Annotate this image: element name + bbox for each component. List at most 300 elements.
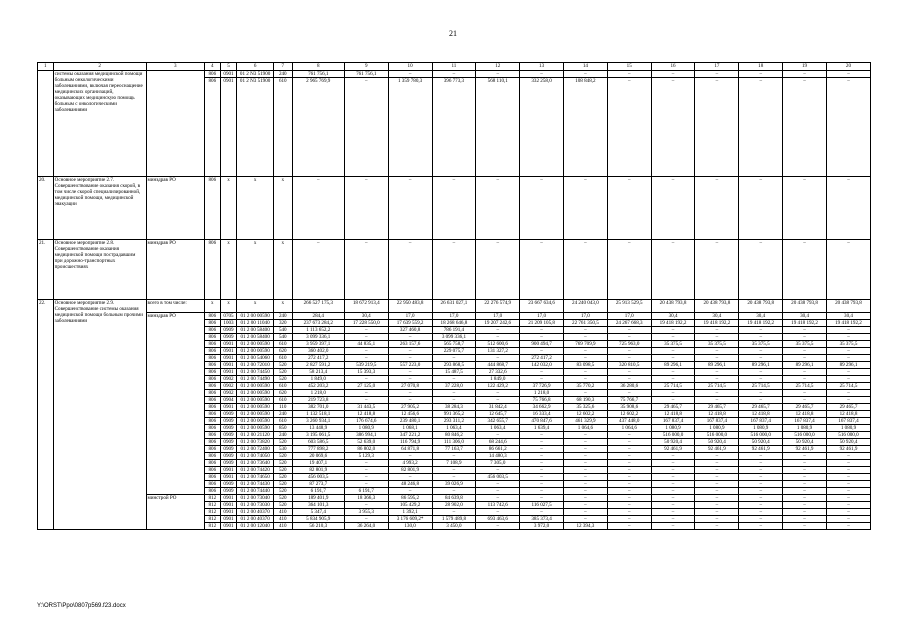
value-cell: 0909: [220, 418, 237, 425]
row-number: 22.: [38, 300, 54, 530]
value-cell: х: [237, 240, 274, 300]
value-cell: 12 418,8: [651, 411, 695, 418]
value-cell: –: [826, 334, 870, 341]
value-cell: 437 448,0: [607, 418, 651, 425]
value-cell: 01 2 00 74420: [237, 467, 274, 474]
value-cell: 30,4: [826, 313, 870, 320]
value-cell: –: [344, 397, 388, 404]
value-cell: 01 2 N3 51900: [237, 78, 274, 177]
value-cell: –: [607, 523, 651, 530]
value-cell: 01 2 00 00590: [237, 390, 274, 397]
value-cell: 806: [205, 78, 221, 177]
value-cell: 35 375,5: [695, 341, 739, 348]
header-col-11: 11: [432, 63, 476, 71]
value-cell: 1 064,6: [607, 425, 651, 432]
value-cell: 92 461,9: [695, 446, 739, 453]
value-cell: –: [826, 467, 870, 474]
value-cell: –: [520, 369, 564, 376]
value-cell: –: [607, 460, 651, 467]
value-cell: 610: [273, 383, 292, 390]
value-cell: –: [783, 334, 827, 341]
value-cell: 812: [205, 502, 221, 509]
value-cell: 50 920,4: [695, 439, 739, 446]
value-cell: 806: [205, 488, 221, 495]
value-cell: 5 834 905,9: [292, 516, 344, 523]
value-cell: 44 835,1: [344, 341, 388, 348]
value-cell: 263 157,6: [388, 341, 432, 348]
value-cell: –: [826, 460, 870, 467]
header-col-4: 4: [205, 63, 221, 71]
value-cell: 167 837,4: [783, 418, 827, 425]
value-cell: 17 228 550,0: [344, 320, 388, 327]
value-cell: 0901: [220, 502, 237, 509]
value-cell: –: [476, 432, 520, 439]
value-cell: 0901: [220, 362, 237, 369]
value-cell: –: [651, 467, 695, 474]
value-cell: 0909: [220, 439, 237, 446]
value-cell: –: [520, 376, 564, 383]
value-cell: 21 209 105,8: [520, 320, 564, 327]
value-cell: –: [739, 327, 783, 334]
value-cell: 01 2 00 72400: [237, 446, 274, 453]
value-cell: 25 714,5: [826, 383, 870, 390]
value-cell: 83 098,5: [563, 362, 607, 369]
value-cell: 0901: [220, 348, 237, 355]
value-cell: 116 027,5: [520, 502, 564, 509]
value-cell: 14 480,3: [476, 453, 520, 460]
value-cell: 176 674,6: [344, 418, 388, 425]
value-cell: 806: [205, 404, 221, 411]
value-cell: 812: [205, 509, 221, 516]
value-cell: 520: [273, 502, 292, 509]
value-cell: –: [563, 369, 607, 376]
value-cell: 1 080,9: [826, 425, 870, 432]
header-col-9: 9: [344, 63, 388, 71]
value-cell: 806: [205, 446, 221, 453]
header-col-13: 13: [520, 63, 564, 71]
value-cell: 900 494,7: [520, 341, 564, 348]
value-cell: х: [273, 300, 292, 313]
value-cell: 806: [205, 355, 221, 362]
value-cell: –: [739, 355, 783, 362]
value-cell: 89 296,1: [739, 362, 783, 369]
value-cell: 77 163,7: [432, 446, 476, 453]
value-cell: 3 959 397,1: [292, 341, 344, 348]
value-cell: 565 758,7: [432, 341, 476, 348]
value-cell: 452 203,2: [292, 383, 344, 390]
value-cell: 01 2 00 00590: [237, 425, 274, 432]
value-cell: 410: [273, 509, 292, 516]
value-cell: 92 461,9: [651, 446, 695, 453]
value-cell: 50 920,4: [739, 439, 783, 446]
value-cell: 806: [205, 383, 221, 390]
value-cell: –: [388, 355, 432, 362]
value-cell: –: [388, 348, 432, 355]
value-cell: 01 2 00 72010: [237, 362, 274, 369]
value-cell: 30,4: [783, 313, 827, 320]
value-cell: 19 418 192,2: [651, 320, 695, 327]
value-cell: 806: [205, 432, 221, 439]
value-cell: 806: [205, 390, 221, 397]
value-cell: 0901: [220, 495, 237, 502]
value-cell: –: [783, 71, 827, 78]
value-cell: 806: [205, 481, 221, 488]
value-cell: 812: [205, 516, 221, 523]
value-cell: 01 2 00 73040: [237, 495, 274, 502]
value-cell: 1 392,1: [388, 509, 432, 516]
value-cell: 1 063,4: [432, 425, 476, 432]
value-cell: 38 284,3: [432, 404, 476, 411]
value-cell: –: [651, 390, 695, 397]
value-cell: –: [739, 177, 783, 240]
value-cell: –: [826, 369, 870, 376]
value-cell: 806: [205, 177, 221, 240]
value-cell: 1 113 652,2: [292, 327, 344, 334]
value-cell: 512 600,6: [476, 341, 520, 348]
value-cell: 30,4: [344, 313, 388, 320]
value-cell: –: [344, 348, 388, 355]
value-cell: –: [783, 177, 827, 240]
value-cell: –: [520, 467, 564, 474]
value-cell: –: [783, 397, 827, 404]
value-cell: –: [695, 488, 739, 495]
value-cell: 75 766,8: [520, 397, 564, 404]
value-cell: 01 2 00 73030: [237, 502, 274, 509]
value-cell: –: [651, 502, 695, 509]
value-cell: 0909: [220, 446, 237, 453]
value-cell: 131 327,2: [476, 348, 520, 355]
value-cell: 108 848,2: [563, 78, 607, 177]
value-cell: х: [273, 240, 292, 300]
value-cell: 0909: [220, 453, 237, 460]
row-number: 21.: [38, 240, 54, 300]
value-cell: –: [826, 177, 870, 240]
value-cell: 92 461,9: [739, 446, 783, 453]
value-cell: 520: [273, 453, 292, 460]
value-cell: 520: [273, 376, 292, 383]
value-cell: 13 448,9: [292, 425, 344, 432]
value-cell: 24 267 668,3: [607, 320, 651, 327]
value-cell: –: [739, 453, 783, 460]
value-cell: 01 2 00 12040: [237, 523, 274, 530]
value-cell: 0909: [220, 425, 237, 432]
value-cell: 92 461,9: [783, 446, 827, 453]
value-cell: 92 461,9: [826, 446, 870, 453]
value-cell: 806: [205, 348, 221, 355]
value-cell: 0909: [220, 334, 237, 341]
value-cell: –: [388, 397, 432, 404]
header-col-6: 6: [237, 63, 274, 71]
value-cell: 86 661,2: [476, 446, 520, 453]
value-cell: 86 802,0: [344, 446, 388, 453]
value-cell: 516 000,0: [783, 432, 827, 439]
value-cell: 30,4: [651, 313, 695, 320]
value-cell: х: [220, 240, 237, 300]
value-cell: –: [739, 240, 783, 300]
value-cell: 382 701,0: [292, 404, 344, 411]
value-cell: 0909: [220, 460, 237, 467]
value-cell: –: [651, 355, 695, 362]
header-col-16: 16: [651, 63, 695, 71]
value-cell: –: [476, 71, 520, 78]
table-row: [38, 177, 871, 240]
value-cell: 806: [205, 474, 221, 481]
value-cell: 1 080,9: [783, 425, 827, 432]
value-cell: 3 972,0: [520, 523, 564, 530]
value-cell: –: [739, 334, 783, 341]
value-cell: 01 2 00 40370: [237, 509, 274, 516]
value-cell: 240: [273, 411, 292, 418]
value-cell: 01 2 00 00590: [237, 418, 274, 425]
value-cell: 516 000,0: [651, 432, 695, 439]
value-cell: –: [826, 488, 870, 495]
budget-table: [37, 62, 871, 530]
value-cell: 470 847,6: [520, 418, 564, 425]
value-cell: –: [826, 71, 870, 78]
value-cell: 520: [273, 460, 292, 467]
value-cell: –: [388, 488, 432, 495]
value-cell: 806: [205, 341, 221, 348]
value-cell: 786 191,4: [432, 327, 476, 334]
value-cell: 75 766,7: [607, 397, 651, 404]
value-cell: 806: [205, 467, 221, 474]
value-cell: 557 223,0: [388, 362, 432, 369]
value-cell: 610: [273, 341, 292, 348]
value-cell: 806: [205, 334, 221, 341]
value-cell: 35 908,6: [607, 404, 651, 411]
value-cell: –: [651, 516, 695, 523]
value-cell: –: [739, 71, 783, 78]
value-cell: 17,0: [607, 313, 651, 320]
value-cell: 12 418,8: [783, 411, 827, 418]
value-cell: –: [563, 488, 607, 495]
value-cell: 01 2 00 00590: [237, 341, 274, 348]
value-cell: –: [783, 355, 827, 362]
value-cell: –: [607, 495, 651, 502]
value-cell: 01 2 00 54060: [237, 355, 274, 362]
value-cell: 539 219,5: [344, 362, 388, 369]
value-cell: 29 465,7: [783, 404, 827, 411]
value-cell: 0909: [220, 411, 237, 418]
executor-minstroy: минстрой РО: [146, 495, 204, 530]
value-cell: 01 2 00 00590: [237, 313, 274, 320]
value-cell: –: [388, 474, 432, 481]
value-cell: –: [476, 467, 520, 474]
value-cell: –: [607, 355, 651, 362]
value-cell: –: [563, 390, 607, 397]
value-cell: 1003: [220, 320, 237, 327]
value-cell: 1 063,4: [476, 425, 520, 432]
value-cell: 693 463,6: [476, 516, 520, 523]
executor-minzdrav: минздрав РО: [146, 313, 204, 495]
value-cell: 25 913 529,5: [607, 300, 651, 313]
value-cell: 293 311,2: [432, 418, 476, 425]
value-cell: 01 2 00 74440: [237, 488, 274, 495]
value-cell: 516 000,0: [739, 432, 783, 439]
value-cell: 18 268 646,8: [432, 320, 476, 327]
value-cell: 540: [273, 334, 292, 341]
table-body: [38, 71, 871, 530]
value-cell: 850: [273, 425, 292, 432]
value-cell: 87 273,7: [292, 481, 344, 488]
value-cell: –: [826, 240, 870, 300]
value-cell: 456 003,5: [476, 474, 520, 481]
value-cell: –: [739, 390, 783, 397]
value-cell: –: [651, 327, 695, 334]
value-cell: –: [607, 446, 651, 453]
value-cell: –: [476, 327, 520, 334]
value-cell: 12 418,8: [826, 411, 870, 418]
header-col-2: 2: [53, 63, 146, 71]
value-cell: 01 2 00 00590: [237, 411, 274, 418]
value-cell: –: [826, 523, 870, 530]
value-cell: –: [476, 390, 520, 397]
value-cell: –: [783, 509, 827, 516]
value-cell: 122 429,2: [476, 383, 520, 390]
value-cell: 6 191,7: [344, 488, 388, 495]
value-cell: –: [607, 177, 651, 240]
value-cell: 1 849,0: [292, 376, 344, 383]
value-cell: –: [826, 327, 870, 334]
value-cell: –: [651, 71, 695, 78]
value-cell: 16 333,4: [520, 411, 564, 418]
value-cell: 12 602,2: [607, 411, 651, 418]
value-cell: 35 375,5: [651, 341, 695, 348]
value-cell: 769 709,9: [563, 341, 607, 348]
value-cell: –: [695, 516, 739, 523]
value-cell: 01 2 00 74050: [237, 453, 274, 460]
value-cell: –: [695, 240, 739, 300]
value-cell: –: [388, 240, 432, 300]
value-cell: 603 586,5: [292, 439, 344, 446]
value-cell: –: [520, 481, 564, 488]
value-cell: 0902: [220, 376, 237, 383]
value-cell: 293 868,5: [432, 362, 476, 369]
value-cell: –: [432, 177, 476, 240]
value-cell: –: [607, 453, 651, 460]
value-cell: 520: [273, 439, 292, 446]
value-cell: –: [739, 481, 783, 488]
value-cell: 520: [273, 362, 292, 369]
value-cell: 520: [273, 474, 292, 481]
value-cell: –: [388, 453, 432, 460]
value-cell: 26 631 027,1: [432, 300, 476, 313]
value-cell: 19 418 192,2: [826, 320, 870, 327]
value-cell: 3 450,0: [432, 523, 476, 530]
activity-description: системы оказания медицинской помощи больным онкологическими заболеваниями, включая переоснащение медицинских организаций, оказывающих медицинскую помощь больным с онкологическими заболеваниями: [53, 71, 146, 177]
value-cell: 01 2 00 74490: [237, 376, 274, 383]
value-cell: –: [826, 481, 870, 488]
value-cell: 516 000,0: [826, 432, 870, 439]
row-number: [38, 71, 54, 177]
value-cell: 0909: [220, 488, 237, 495]
value-cell: 761 756,1: [344, 71, 388, 78]
value-cell: –: [651, 376, 695, 383]
value-cell: 20 438 793,8: [651, 300, 695, 313]
value-cell: 761 756,1: [292, 71, 344, 78]
value-cell: –: [476, 397, 520, 404]
value-cell: –: [563, 460, 607, 467]
value-cell: 461 329,9: [563, 418, 607, 425]
value-cell: 0901: [220, 467, 237, 474]
value-cell: –: [739, 369, 783, 376]
value-cell: 327 460,8: [388, 327, 432, 334]
value-cell: –: [739, 523, 783, 530]
header-col-8: 8: [292, 63, 344, 71]
value-cell: 35 770,2: [563, 383, 607, 390]
value-cell: 540: [273, 327, 292, 334]
value-cell: –: [520, 334, 564, 341]
activity-description: Основное мероприятие 2.8. Совершенствование оказания медицинской помощи пострадавшим при дорожно-транспортных происшествиях: [53, 240, 146, 300]
value-cell: 25 714,5: [651, 383, 695, 390]
header-col-3: 3: [146, 63, 204, 71]
value-cell: –: [432, 488, 476, 495]
value-cell: –: [607, 432, 651, 439]
executor: минздрав РО: [146, 177, 204, 240]
value-cell: –: [388, 334, 432, 341]
value-cell: 27 332,6: [476, 369, 520, 376]
value-cell: 50 920,4: [651, 439, 695, 446]
value-cell: 17 639 559,2: [388, 320, 432, 327]
value-cell: –: [563, 376, 607, 383]
value-cell: –: [695, 481, 739, 488]
value-cell: 18 672 913,4: [344, 300, 388, 313]
value-cell: –: [344, 177, 388, 240]
value-cell: –: [432, 390, 476, 397]
value-cell: –: [432, 376, 476, 383]
value-cell: 48 246,8: [388, 481, 432, 488]
value-cell: –: [432, 240, 476, 300]
value-cell: –: [520, 327, 564, 334]
value-cell: –: [783, 369, 827, 376]
value-cell: –: [520, 439, 564, 446]
value-cell: 6 191,7: [292, 488, 344, 495]
value-cell: –: [388, 177, 432, 240]
value-cell: 568 110,1: [476, 78, 520, 177]
value-cell: х: [205, 300, 221, 313]
value-cell: –: [388, 390, 432, 397]
value-cell: 17,0: [388, 313, 432, 320]
value-cell: –: [344, 355, 388, 362]
value-cell: х: [273, 177, 292, 240]
value-cell: –: [695, 177, 739, 240]
value-cell: –: [388, 369, 432, 376]
value-cell: –: [783, 327, 827, 334]
value-cell: 0909: [220, 327, 237, 334]
value-cell: –: [344, 327, 388, 334]
value-cell: 4 993,2: [388, 460, 432, 467]
value-cell: –: [739, 495, 783, 502]
value-cell: –: [344, 481, 388, 488]
value-cell: 342 655,7: [476, 418, 520, 425]
value-cell: 0902: [220, 390, 237, 397]
value-cell: 806: [205, 327, 221, 334]
value-cell: 806: [205, 418, 221, 425]
value-cell: –: [520, 460, 564, 467]
value-cell: –: [651, 78, 695, 177]
value-cell: –: [344, 467, 388, 474]
value-cell: –: [388, 71, 432, 78]
value-cell: –: [826, 453, 870, 460]
value-cell: –: [607, 334, 651, 341]
executor: [146, 71, 204, 177]
value-cell: 240: [273, 432, 292, 439]
value-cell: –: [344, 334, 388, 341]
value-cell: –: [292, 240, 344, 300]
value-cell: –: [783, 453, 827, 460]
value-cell: –: [651, 240, 695, 300]
value-cell: 19 407,1: [292, 460, 344, 467]
